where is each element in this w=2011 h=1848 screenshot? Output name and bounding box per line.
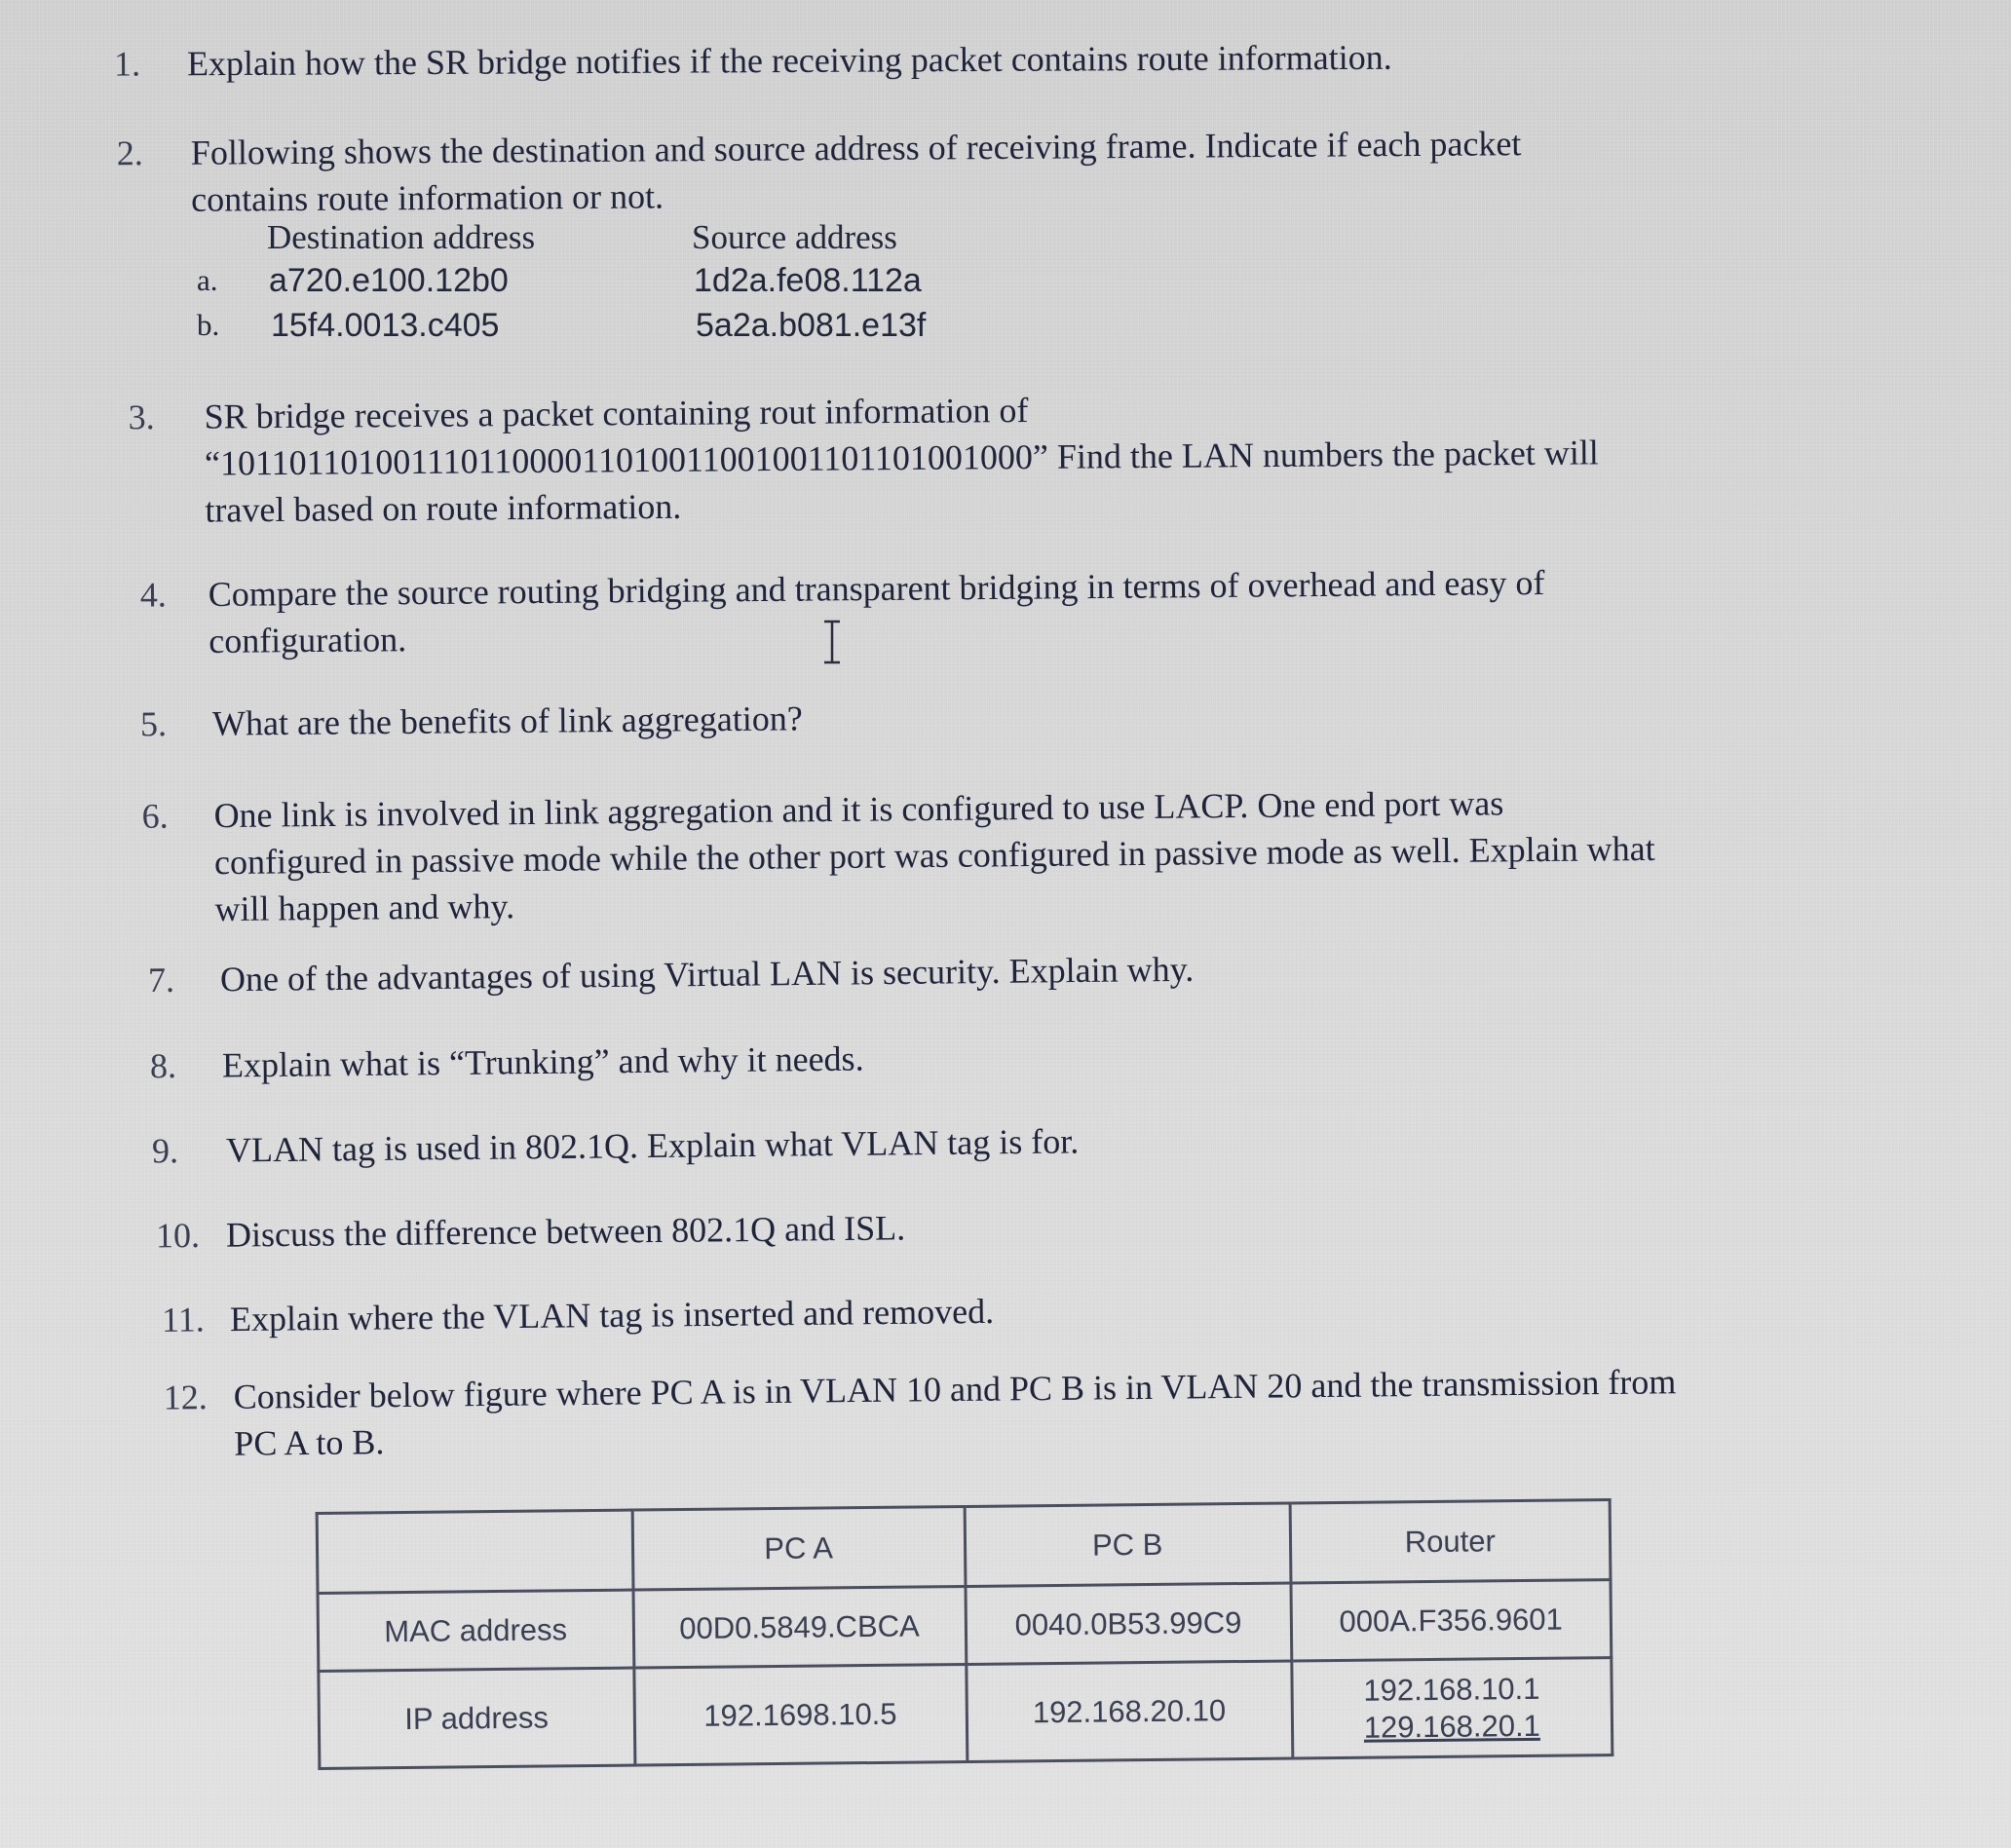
pc-b-ip: 192.168.20.10	[966, 1661, 1292, 1761]
header-cell-empty	[317, 1510, 632, 1593]
question-text-line-1: Compare the source routing bridging and transparent bridging in terms of overhead and easy of	[208, 563, 1545, 614]
question-8	[149, 1036, 864, 1089]
question-text-line-1: One link is involved in link aggregation and it is configured to use LACP. One end port was	[213, 783, 1504, 836]
question-text-line-1: SR bridge receives a packet containing rout information of	[204, 390, 1029, 436]
question-number: 4.	[139, 575, 167, 615]
question-number: 10.	[155, 1215, 201, 1256]
address-row-b-destination: 15f4.0013.c405	[271, 307, 500, 344]
address-row-a-label: a.	[197, 263, 218, 297]
question-9	[151, 1117, 1080, 1173]
question-6	[141, 778, 1655, 932]
question-text: One of the advantages of using Virtual LAN is security. Explain why.	[219, 949, 1195, 999]
question-2	[116, 120, 1522, 223]
text-cursor-icon	[820, 620, 844, 664]
question-5	[139, 695, 803, 746]
question-text-line-2: configured in passive mode while the other port was configured in passive mode as well. Explain what	[213, 828, 1655, 883]
question-text-line-2: PC A to B.	[234, 1422, 385, 1463]
question-number: 2.	[116, 133, 143, 173]
question-3	[128, 382, 1599, 533]
address-row-a-source: 1d2a.fe08.112a	[694, 262, 922, 299]
question-number: 8.	[149, 1045, 177, 1086]
question-text-line-1: Following shows the destination and source address of receiving frame. Indicate if each packet	[190, 124, 1522, 172]
question-text-line-2: contains route information or not.	[191, 176, 664, 219]
router-ip	[1291, 1658, 1612, 1758]
question-text: Discuss the difference between 802.1Q and ISL.	[225, 1208, 906, 1255]
question-number: 6.	[141, 796, 169, 836]
question-number: 5.	[139, 704, 168, 744]
table-row	[318, 1580, 1612, 1672]
question-text: Explain how the SR bridge notifies if the receiving packet contains route information.	[186, 37, 1392, 84]
address-row-a-destination: a720.e100.12b0	[269, 262, 509, 299]
question-12	[163, 1358, 1678, 1466]
table-row	[317, 1500, 1611, 1594]
router-ip-line-2: 129.168.20.1	[1363, 1708, 1541, 1745]
question-number: 12.	[163, 1377, 209, 1417]
question-text-line-2: “10110110100111011000011010011001001101101001000” Find the LAN numbers the packet will	[204, 433, 1599, 483]
question-10	[155, 1204, 906, 1258]
question-text: Explain where the VLAN tag is inserted and removed.	[229, 1291, 995, 1339]
pc-a-mac: 00D0.5849.CBCA	[633, 1586, 967, 1668]
address-row-b-source: 5a2a.b081.e13f	[696, 307, 927, 344]
device-address-table	[316, 1498, 1614, 1770]
row-label-mac: MAC address	[318, 1590, 633, 1671]
question-text: Explain what is “Trunking” and why it needs.	[221, 1038, 864, 1085]
question-text-line-3: travel based on route information.	[205, 486, 682, 530]
question-number: 11.	[161, 1300, 205, 1339]
router-ip-line-1: 192.168.10.1	[1363, 1671, 1540, 1708]
address-row-b-label: b.	[197, 308, 220, 342]
question-11	[161, 1288, 995, 1342]
header-cell-router: Router	[1290, 1500, 1611, 1583]
question-text-line-3: will happen and why.	[214, 886, 515, 929]
row-label-ip: IP address	[319, 1668, 635, 1768]
question-number: 9.	[151, 1131, 179, 1171]
router-mac: 000A.F356.9601	[1291, 1580, 1612, 1661]
source-address-header: Source address	[692, 218, 897, 256]
question-text: What are the benefits of link aggregation?	[211, 698, 803, 743]
table-row	[319, 1658, 1613, 1769]
question-text: VLAN tag is used in 802.1Q. Explain what VLAN tag is for.	[225, 1121, 1080, 1170]
destination-address-header: Destination address	[267, 218, 536, 256]
question-7	[147, 946, 1195, 1002]
header-cell-pc-a: PC A	[632, 1506, 966, 1590]
header-cell-pc-b: PC B	[965, 1503, 1291, 1586]
question-4	[139, 559, 1545, 664]
question-number: 7.	[147, 960, 175, 1000]
question-number: 3.	[128, 397, 155, 437]
question-number: 1.	[113, 44, 141, 84]
question-1	[113, 34, 1392, 87]
pc-b-mac: 0040.0B53.99C9	[966, 1583, 1292, 1664]
question-text-line-2: configuration.	[209, 620, 407, 660]
question-text-line-1: Consider below figure where PC A is in VLAN 10 and PC B is in VLAN 20 and the transmission from	[233, 1362, 1677, 1416]
pc-a-ip: 192.1698.10.5	[633, 1664, 967, 1765]
